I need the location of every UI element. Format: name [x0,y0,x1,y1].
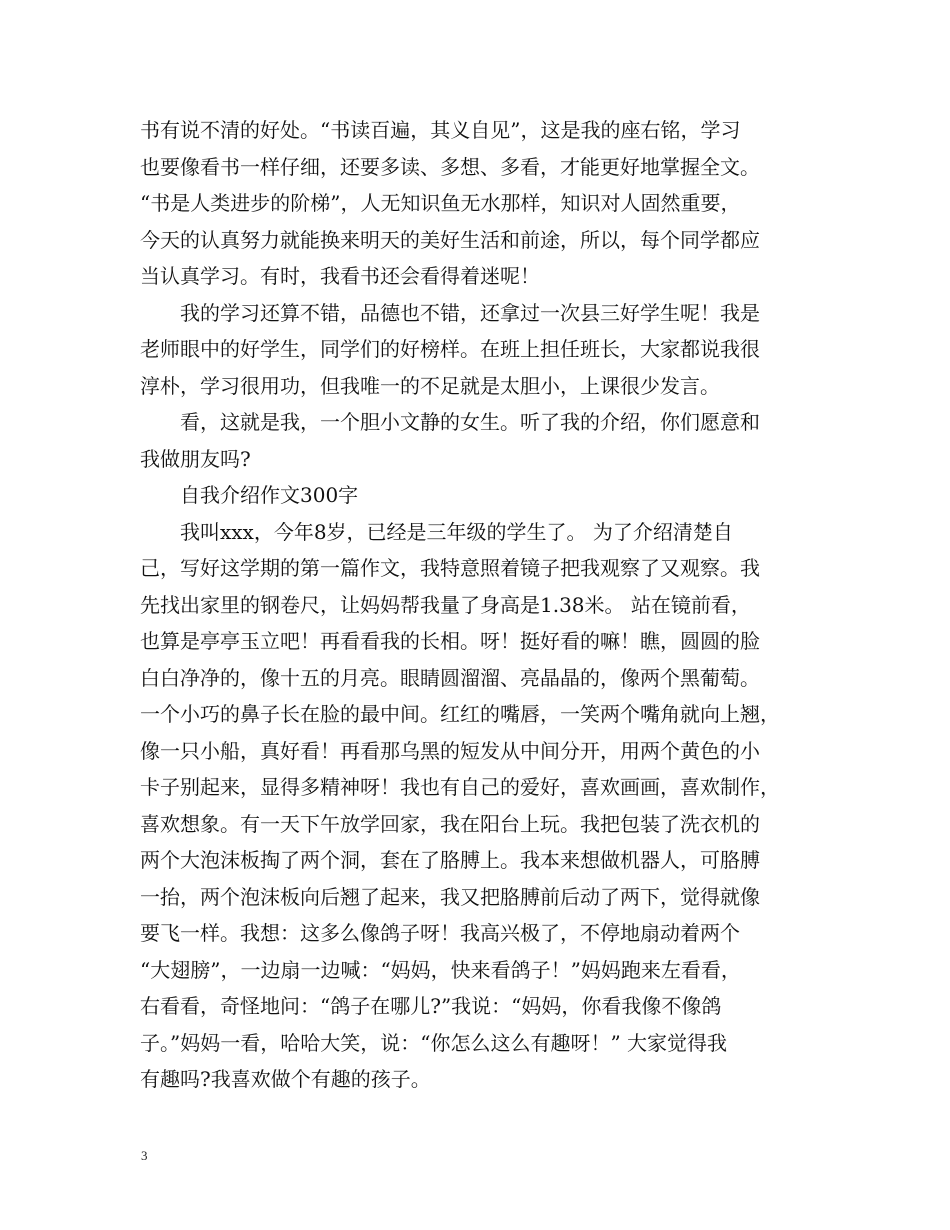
section-heading: 自我介绍作文300字 [180,483,359,507]
text-line: 两个大泡沫板掏了两个洞，套在了胳膊上。我本来想做机器人，可胳膊 [140,848,760,872]
text-line: 喜欢想象。有一天下午放学回家，我在阳台上玩。我把包装了洗衣机的 [140,811,760,836]
text-line: 今天的认真努力就能换来明天的美好生活和前途，所以，每个同学都应 [140,227,760,252]
paragraph-start-line: 我叫xxx，今年8岁，已经是三年级的学生了。 为了介绍清楚自 [180,519,733,544]
text-line: 一抬，两个泡沫板向后翘了起来，我又把胳膊前后动了两下，觉得就像 [140,884,760,909]
text-line: 淳朴，学习很用功，但我唯一的不足就是太胆小，上课很少发言。 [140,373,720,398]
text-line: 老师眼中的好学生，同学们的好榜样。在班上担任班长，大家都说我很 [140,337,760,361]
text-line: 一个小巧的鼻子长在脸的最中间。红红的嘴唇，一笑两个嘴角就向上翘， [140,702,780,726]
text-line: 像一只小船，真好看！再看那乌黑的短发从中间分开，用两个黄色的小 [140,738,760,763]
text-line: 卡子别起来，显得多精神呀！我也有自己的爱好，喜欢画画，喜欢制作， [140,775,780,799]
text-line: 己，写好这学期的第一篇作文，我特意照着镜子把我观察了又观察。我 [140,556,760,580]
text-line: 书有说不清的好处。“书读百遍，其义自见”，这是我的座右铭，学习 [140,118,741,142]
text-line: 有趣吗?我喜欢做个有趣的孩子。 [140,1067,431,1091]
text-line: 先找出家里的钢卷尺，让妈妈帮我量了身高是1.38米。 站在镜前看， [140,592,751,617]
page-number: 3 [141,1148,148,1163]
paragraph-start-line: 我的学习还算不错，品德也不错，还拿过一次县三好学生呢！我是 [180,300,760,325]
text-line: 要飞一样。我想：这多么像鸽子呀！我高兴极了，不停地扇动着两个 [140,921,740,945]
text-line: 子。”妈妈一看，哈哈大笑，说：“你怎么这么有趣呀！” 大家觉得我 [140,1030,728,1055]
text-line: 右看看，奇怪地问：“鸽子在哪儿?”我说：“妈妈，你看我像不像鸽 [140,994,722,1018]
text-line: 我做朋友吗? [140,446,251,471]
paragraph-start-line: 看，这就是我，一个胆小文静的女生。听了我的介绍，你们愿意和 [180,410,760,434]
text-line: 也要像看书一样仔细，还要多读、多想、多看，才能更好地掌握全文。 [140,154,760,179]
body-text [140,112,820,1098]
text-line: “大翅膀”，一边扇一边喊：“妈妈，快来看鸽子！”妈妈跑来左看看， [140,957,741,982]
text-line: 也算是亭亭玉立吧！再看看我的长相。呀！挺好看的嘛！瞧，圆圆的脸 [140,629,760,653]
text-line: 白白净净的，像十五的月亮。眼睛圆溜溜、亮晶晶的，像两个黑葡萄。 [140,665,760,690]
text-line: “书是人类进步的阶梯”，人无知识鱼无水那样，知识对人固然重要， [140,191,741,215]
text-line: 当认真学习。有时，我看书还会看得着迷呢！ [140,264,540,288]
